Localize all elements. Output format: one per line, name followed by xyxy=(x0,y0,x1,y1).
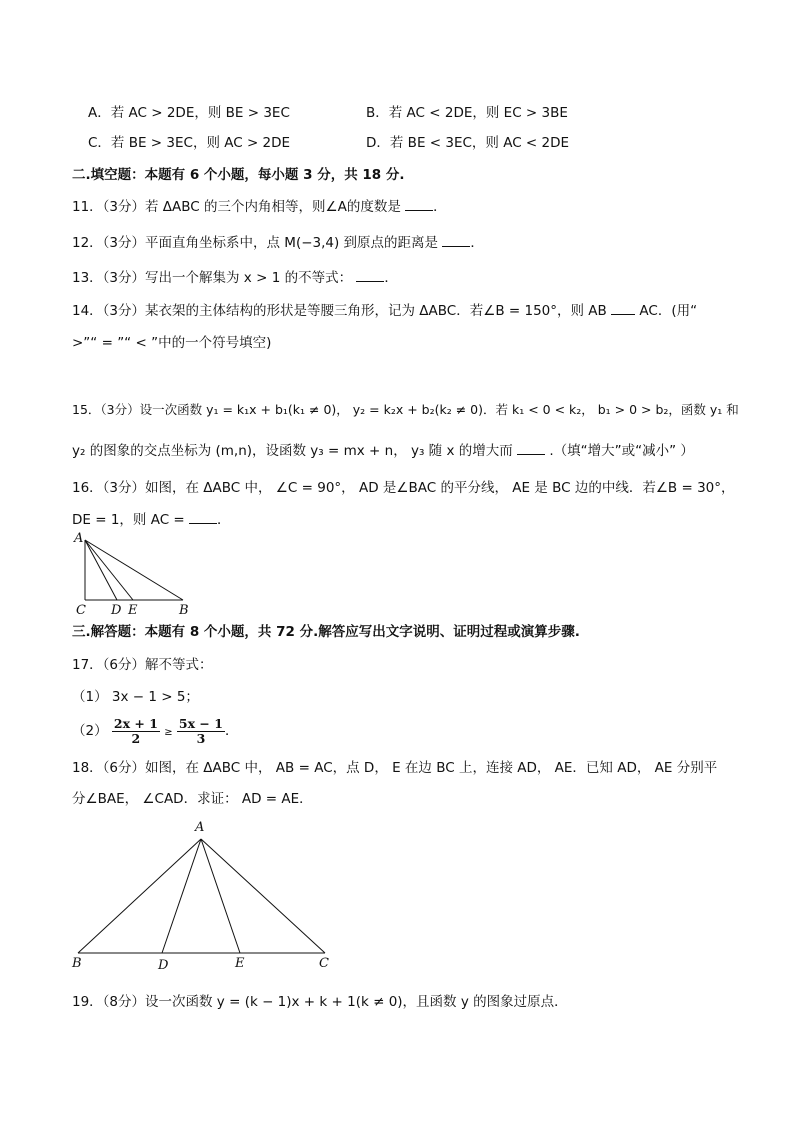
question-16-text: DE = 1，则 AC = xyxy=(72,512,185,528)
option-c: C．若 BE > 3EC，则 AC > 2DE xyxy=(88,135,291,151)
question-12: 12．（3分）平面直角坐标系中，点 M(−3,4) 到原点的距离是 ． xyxy=(72,235,484,251)
segment-ae xyxy=(85,540,133,600)
question-14-line2: >”“ = ”“ < ”中的一个符号填空) xyxy=(72,335,272,351)
label-d: D xyxy=(111,603,122,618)
question-15-text: y₂ 的图象的交点坐标为 (m,n)，设函数 y₃ = mx + n， y₃ 随 x 的增大而 xyxy=(72,443,513,459)
question-14-tail: AC．(用“ xyxy=(639,303,698,319)
question-13-text: 13．（3分）写出一个解集为 x > 1 的不等式： xyxy=(72,270,353,286)
question-18-line1: 18．（6分）如图，在 ΔABC 中， AB = AC，点 D， E 在边 BC 上，连接 AD， AE．已知 AD， AE 分别平 xyxy=(72,760,718,776)
label-c: C xyxy=(76,603,86,618)
q18-figure xyxy=(70,820,340,975)
part2-label: （2） xyxy=(72,723,108,739)
section2-title: 二.填空题：本题有 6 个小题，每小题 3 分，共 18 分. xyxy=(72,167,405,183)
option-a: A．若 AC > 2DE，则 BE > 3EC xyxy=(88,105,290,121)
question-15-line2 xyxy=(72,441,694,461)
question-16-line1: 16．（3分）如图，在 ΔABC 中， ∠C = 90°， AD 是∠BAC 的平分线， AE 是 BC 边的中线．若∠B = 30°， xyxy=(72,480,735,496)
answer-blank xyxy=(517,441,545,455)
section3-title: 三.解答题：本题有 8 个小题，共 72 分.解答应写出文字说明、证明过程或演算步骤. xyxy=(72,624,580,640)
question-12-text: 12．（3分）平面直角坐标系中，点 M(−3,4) 到原点的距离是 xyxy=(72,235,439,251)
question-17-part2: （2） $\frac{2x + 1}{2}$ ≥ $\frac{5x - 1}{3}$ ． xyxy=(72,715,239,746)
answer-blank xyxy=(611,301,635,315)
question-19: 19．（8分）设一次函数 y = (k − 1)x + k + 1(k ≠ 0)，且函数 y 的图象过原点． xyxy=(72,994,568,1010)
fraction-left xyxy=(112,717,160,746)
fraction-left-num: 2x + 1 xyxy=(113,715,158,731)
segment-ad xyxy=(162,839,201,953)
question-18-line2: 分∠BAE， ∠CAD．求证： AD = AE． xyxy=(72,791,313,807)
answer-blank xyxy=(189,510,217,524)
fraction-left-den: 2 xyxy=(131,730,141,746)
label-d: D xyxy=(158,958,169,973)
fraction-right-num: 5x − 1 xyxy=(178,715,223,731)
segment-ad xyxy=(85,540,117,600)
label-e: E xyxy=(235,956,245,971)
fraction-right-den: 3 xyxy=(196,730,206,746)
question-15-line1: 15．（3分）设一次函数 y₁ = k₁x + b₁(k₁ ≠ 0)， y₂ = k₂x + b₂(k₂ ≠ 0)．若 k₁ < 0 < k₂， b₁ > 0 > b₂，函数 y₁ 和 xyxy=(72,402,739,417)
question-17-part1: （1） 3x − 1 > 5； xyxy=(72,689,199,705)
question-14-text: 14．（3分）某衣架的主体结构的形状是等腰三角形，记为 ΔABC．若∠B = 150°，则 AB xyxy=(72,303,607,319)
option-b: B．若 AC < 2DE，则 EC > 3BE xyxy=(366,105,568,121)
label-b: B xyxy=(179,603,189,618)
side-ab xyxy=(78,839,201,953)
side-ab xyxy=(85,540,183,600)
question-14-line1 xyxy=(72,301,697,321)
answer-blank xyxy=(442,233,470,247)
segment-ae xyxy=(201,839,240,953)
question-16-line2: DE = 1，则 AC = ． xyxy=(72,512,231,528)
question-11: 11．（3分）若 ΔABC 的三个内角相等，则∠A的度数是 ． xyxy=(72,199,447,215)
question-13: 13．（3分）写出一个解集为 x > 1 的不等式： ． xyxy=(72,270,398,286)
label-a: A xyxy=(195,820,205,835)
label-e: E xyxy=(128,603,138,618)
question-17: 17．（6分）解不等式： xyxy=(72,657,213,673)
question-15-tail: .（填“增大”或“减小” ） xyxy=(549,443,694,459)
option-d: D．若 BE < 3EC，则 AC < 2DE xyxy=(366,135,570,151)
side-ac xyxy=(201,839,325,953)
question-11-text: 11．（3分）若 ΔABC 的三个内角相等，则∠A的度数是 xyxy=(72,199,401,215)
answer-blank xyxy=(356,268,384,282)
label-a: A xyxy=(74,531,84,546)
fraction-right xyxy=(177,717,225,746)
relation-sign: ≥ xyxy=(164,727,173,738)
q16-figure xyxy=(70,530,210,620)
label-c: C xyxy=(319,956,329,971)
label-b: B xyxy=(72,956,82,971)
answer-blank xyxy=(405,197,433,211)
